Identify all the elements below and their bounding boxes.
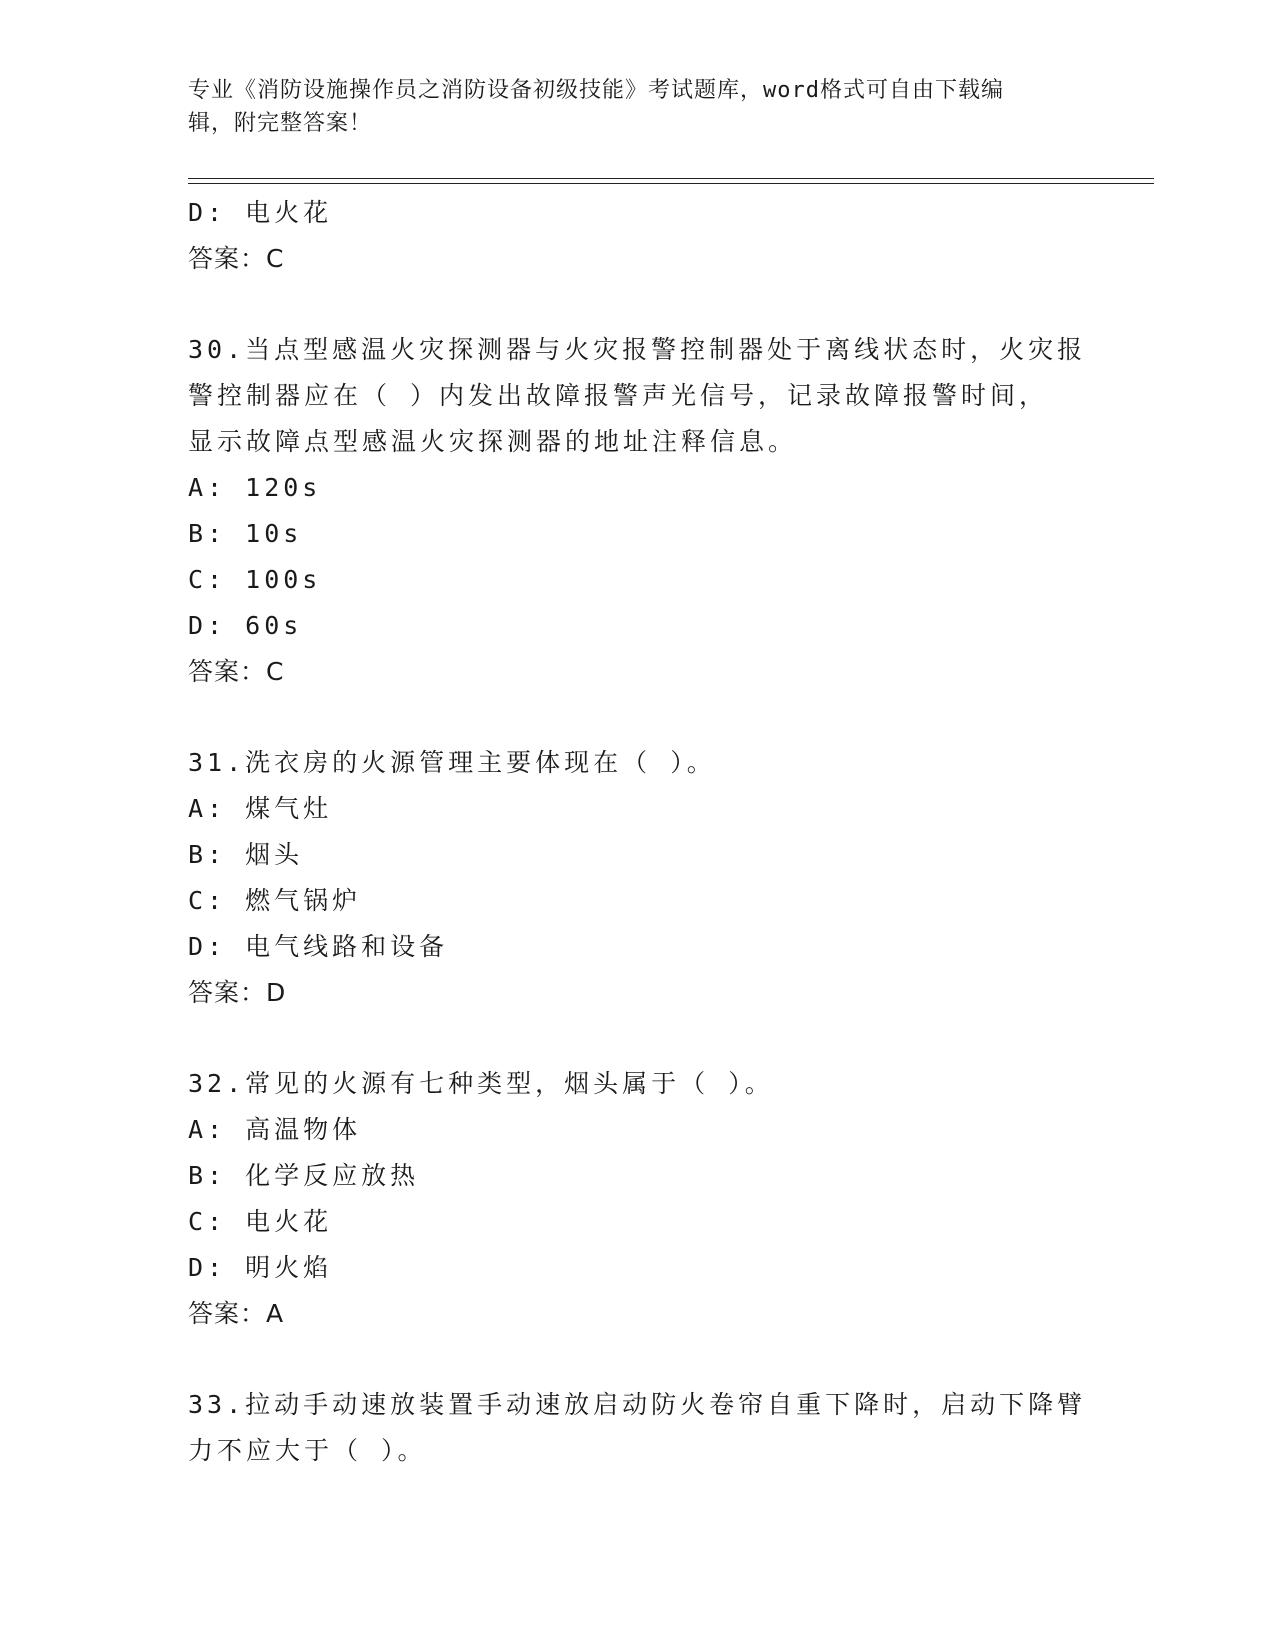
question-30 xyxy=(188,327,1088,695)
question-stem-line: 30.当点型感温火灾探测器与火灾报警控制器处于离线状态时，火灾报 xyxy=(188,335,1087,364)
question-stem-line: 33.拉动手动速放装置手动速放启动防火卷帘自重下降时，启动下降臂 xyxy=(188,1390,1087,1419)
header-line-2: 辑，附完整答案！ xyxy=(188,111,373,136)
option-a: A: 高温物体 xyxy=(188,1115,362,1144)
question-stem-line: 警控制器应在（ ）内发出故障报警声光信号，记录故障报警时间， xyxy=(188,381,1049,410)
option-c: C: 燃气锅炉 xyxy=(188,886,362,915)
question-stem-line: 31.洗衣房的火源管理主要体现在（ ）。 xyxy=(188,748,716,777)
question-stem-line: 32.常见的火源有七种类型，烟头属于（ ）。 xyxy=(188,1069,774,1098)
page-header xyxy=(188,74,1088,140)
header-rule-bottom xyxy=(188,183,1154,184)
question-32 xyxy=(188,1061,1088,1337)
option-d: D: 电火花 xyxy=(188,198,333,227)
document-body xyxy=(188,190,1088,1474)
option-b: B: 10s xyxy=(188,519,303,548)
question-31 xyxy=(188,740,1088,1016)
question-33 xyxy=(188,1382,1088,1474)
answer: 答案：D xyxy=(188,978,287,1007)
option-c: C: 100s xyxy=(188,565,322,594)
option-d: D: 明火焰 xyxy=(188,1253,333,1282)
option-c: C: 电火花 xyxy=(188,1207,333,1236)
header-line-1: 专业《消防设施操作员之消防设备初级技能》考试题库，word格式可自由下载编 xyxy=(188,78,1004,103)
question-stem-line: 力不应大于（ ）。 xyxy=(188,1436,427,1465)
question-stem-line: 显示故障点型感温火灾探测器的地址注释信息。 xyxy=(188,427,798,456)
spacer xyxy=(188,1337,1088,1382)
option-d: D: 电气线路和设备 xyxy=(188,932,449,961)
option-a: A: 煤气灶 xyxy=(188,794,333,823)
option-d: D: 60s xyxy=(188,611,303,640)
spacer xyxy=(188,282,1088,327)
option-b: B: 化学反应放热 xyxy=(188,1161,420,1190)
answer: 答案：C xyxy=(188,657,285,686)
question-29-tail xyxy=(188,190,1088,282)
option-a: A: 120s xyxy=(188,473,322,502)
spacer xyxy=(188,1016,1088,1061)
option-b: B: 烟头 xyxy=(188,840,304,869)
answer: 答案：C xyxy=(188,244,285,273)
answer: 答案：A xyxy=(188,1299,285,1328)
spacer xyxy=(188,695,1088,740)
header-rule-top xyxy=(188,178,1154,179)
